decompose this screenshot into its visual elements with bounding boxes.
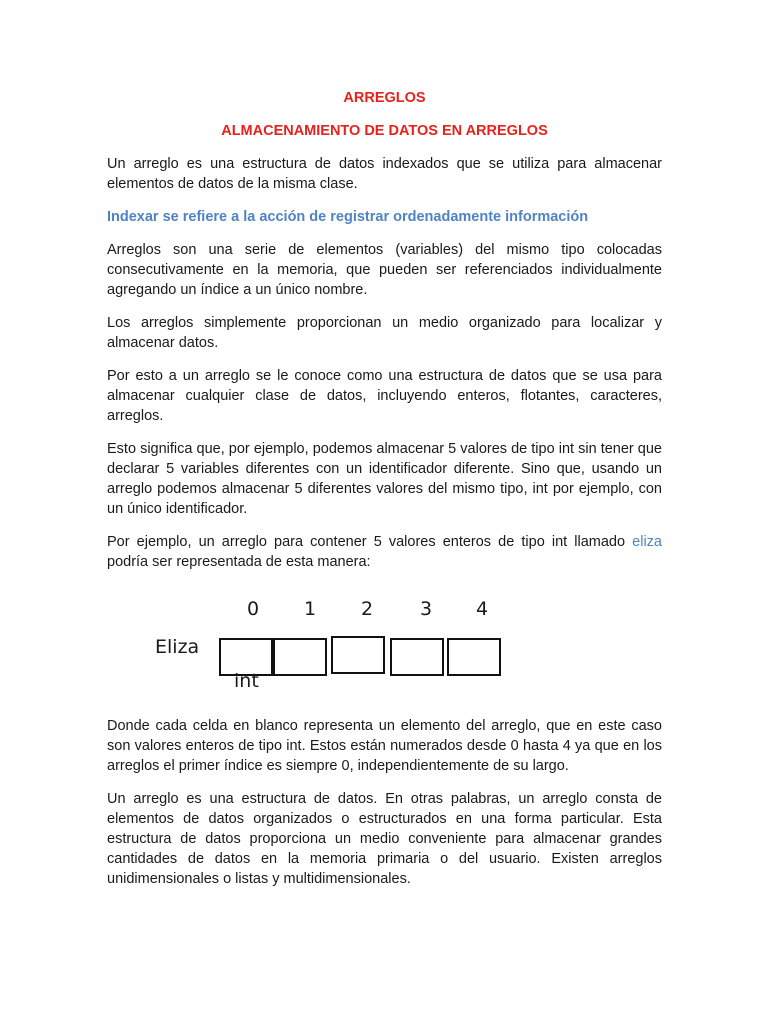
array-index-3: 3 <box>420 598 433 620</box>
array-diagram <box>107 598 662 706</box>
page-title: ARREGLOS <box>343 90 426 106</box>
array-cell-1 <box>273 638 327 676</box>
array-cell-4 <box>447 638 501 676</box>
eliza-link[interactable]: eliza <box>632 534 662 550</box>
array-index-1: 1 <box>304 598 317 620</box>
array-index-0: 0 <box>247 598 260 620</box>
paragraph-data-structure: Un arreglo es una estructura de datos. En otras palabras, un arreglo consta de elementos de datos organizados o estructurados en una forma particular. Esta estructura de datos proporciona un medio conveniente para almacenar grandes cantidades de datos en la memoria primaria o del usuario. Existen arreglos unidimensionales o listas y multidimensionales. <box>107 791 662 887</box>
array-name-label: Eliza <box>155 636 200 658</box>
paragraph-definition: Un arreglo es una estructura de datos indexados que se utiliza para almacenar elementos de datos de la misma clase. <box>107 156 662 192</box>
array-cell-3 <box>390 638 444 676</box>
paragraph-series: Arreglos son una serie de elementos (variables) del mismo tipo colocadas consecutivamente en la memoria, que pueden ser referenciados individualmente agregando un índice a un único nombre. <box>107 242 662 298</box>
array-type-label: int <box>234 670 259 692</box>
array-index-4: 4 <box>476 598 489 620</box>
document-content <box>107 88 662 902</box>
array-index-2: 2 <box>361 598 374 620</box>
paragraph-structure: Por esto a un arreglo se le conoce como una estructura de datos que se usa para almacenar cualquier clase de datos, incluyendo enteros, flotantes, caracteres, arreglos. <box>107 368 662 424</box>
paragraph-organized: Los arreglos simplemente proporcionan un medio organizado para localizar y almacenar datos. <box>107 315 662 351</box>
paragraph-eliza <box>107 532 662 572</box>
paragraph-eliza-after: podría ser representada de esta manera: <box>107 554 371 570</box>
paragraph-example: Esto significa que, por ejemplo, podemos almacenar 5 valores de tipo int sin tener que declarar 5 variables diferentes con un identificador diferente. Sino que, usando un arreglo podemos almacenar 5 diferentes valores del mismo tipo, int por ejemplo, con un único identificador. <box>107 441 662 517</box>
highlight-definition: Indexar se refiere a la acción de registrar ordenadamente información <box>107 209 589 225</box>
page-subtitle: ALMACENAMIENTO DE DATOS EN ARREGLOS <box>221 123 548 139</box>
paragraph-eliza-before: Por ejemplo, un arreglo para contener 5 valores enteros de tipo int llamado <box>107 534 633 550</box>
array-cell-2 <box>331 636 385 674</box>
paragraph-cells: Donde cada celda en blanco representa un elemento del arreglo, que en este caso son valores enteros de tipo int. Estos están numerados desde 0 hasta 4 ya que en los arreglos el primer índice es siempre 0, independientemente de su largo. <box>107 718 662 774</box>
